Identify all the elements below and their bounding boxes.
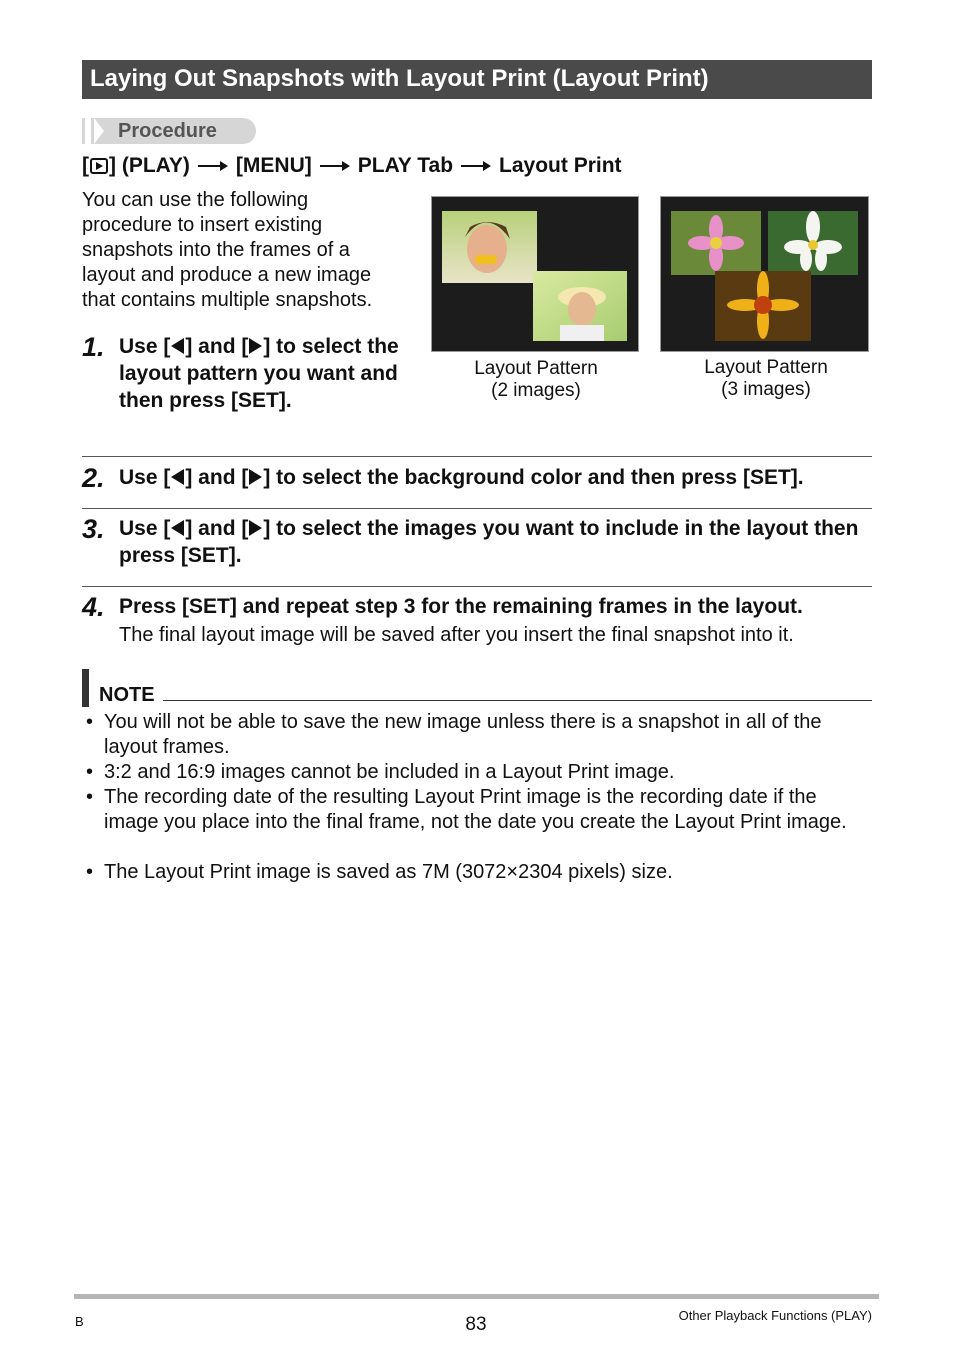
layout-3-illustration [661,197,868,351]
step-text-part: Use [ [119,517,171,540]
left-arrow-button-icon [171,469,184,485]
path-play: ] (PLAY) [109,154,190,177]
figure-caption [436,358,636,402]
step-text-part: Use [ [119,466,171,489]
step-number: 1. [82,332,105,362]
note-item [86,860,876,885]
step-text-part: ] to select the layout pattern you want and then press [SET]. [119,335,399,412]
step-text-part: ] and [ [185,466,249,489]
step-1-number-wrap [82,332,105,363]
step-number: 4. [82,592,105,622]
step-4-number-wrap [82,592,105,623]
arrow-right-icon [198,161,228,171]
page-title: Laying Out Snapshots with Layout Print (Layout Print) [90,65,709,92]
note-item-text: You will not be able to save the new image unless there is a snapshot in all of the layout frames. [104,711,822,758]
step-3-number-wrap [82,514,105,545]
step-text-part: ] to select the background color and then press [SET]. [263,466,804,489]
path-menu: [MENU] [235,154,312,177]
page-number: 83 [465,1314,487,1335]
step-divider [82,508,872,509]
left-arrow-button-icon [171,338,184,354]
note-item-text: The recording date of the resulting Layout Print image is the recording date if the image you place into the final frame, not the date you create the Layout Print image. [104,786,847,833]
caption-line: (2 images) [491,380,581,401]
caption-line: Layout Pattern [474,358,598,379]
path-tab: PLAY Tab [357,154,454,177]
note-item [86,785,876,835]
note-item [86,710,876,760]
layout-pattern-3-images [660,196,869,352]
bullet-icon: • [86,786,94,808]
left-arrow-button-icon [171,520,184,536]
bullet-icon: • [86,711,94,733]
intro-paragraph: You can use the following procedure to insert existing snapshots into the frames of a layout and produce a new image that contains multiple snapshots. [82,189,373,311]
arrow-right-icon [320,161,350,171]
procedure-label: Procedure [118,120,217,142]
step-4-text: Press [SET] and repeat step 3 for the remaining frames in the layout. [119,595,803,618]
step-2-text [119,464,871,491]
footer-section-title: Other Playback Functions (PLAY) [678,1308,872,1323]
footer-rule [74,1294,879,1299]
note-item-text: The Layout Print image is saved as 7M (3072×2304 pixels) size. [104,861,673,883]
step-divider [82,586,872,587]
note-label: NOTE [99,684,155,706]
right-arrow-button-icon [249,520,262,536]
note-item-text: 3:2 and 16:9 images cannot be included in a Layout Print image. [104,761,675,783]
step-text-part: Use [ [119,335,171,358]
right-arrow-button-icon [249,338,262,354]
step-4-subtext: The final layout image will be saved after you insert the final snapshot into it. [119,624,794,646]
bullet-icon: • [86,861,94,883]
step-text-part: ] to select the images you want to include in the layout then press [SET]. [119,517,859,567]
section-title-bar [82,60,872,99]
play-button-icon [90,158,108,174]
footer-left-mark: B [75,1314,84,1329]
procedure-tab [82,118,256,144]
path-item: Layout Print [499,154,622,177]
path-open-bracket: [ [82,154,89,177]
step-1-text [119,333,401,414]
note-bar-decoration [82,669,89,707]
layout-pattern-2-images [431,196,639,352]
step-text-part: ] and [ [185,517,249,540]
procedure-stripe-decoration [85,118,91,144]
step-divider [82,456,872,457]
menu-path [82,154,622,178]
right-arrow-button-icon [249,469,262,485]
caption-line: (3 images) [721,379,811,400]
step-number: 2. [82,463,105,493]
arrow-right-icon [461,161,491,171]
note-item [86,760,876,785]
note-rule [163,700,872,701]
procedure-chevron-icon [94,118,104,144]
step-3-text [119,515,871,569]
step-2-number-wrap [82,463,105,494]
layout-2-illustration [432,197,638,351]
bullet-icon: • [86,761,94,783]
caption-line: Layout Pattern [704,357,828,378]
figure-caption [666,357,866,401]
step-number: 3. [82,514,105,544]
step-text-part: ] and [ [185,335,249,358]
